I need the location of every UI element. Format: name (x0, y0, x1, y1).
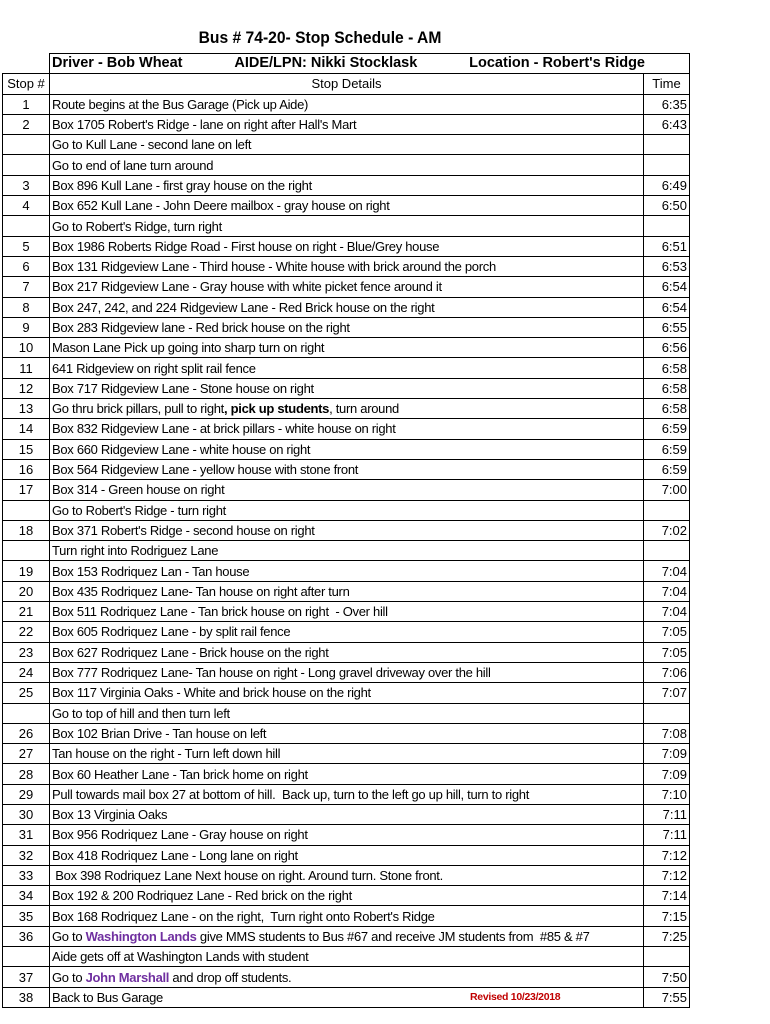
stop-time-cell: 6:59 (644, 459, 690, 479)
stop-number-cell (3, 155, 50, 175)
stop-number-cell: 29 (3, 784, 50, 804)
table-row (3, 135, 690, 155)
stop-time-cell: 6:58 (644, 399, 690, 419)
stop-time-cell: 7:55 (644, 987, 690, 1007)
table-row (3, 602, 690, 622)
table-row (3, 338, 690, 358)
table-row (3, 399, 690, 419)
stop-time-cell (644, 216, 690, 236)
stop-time-cell: 6:49 (644, 175, 690, 195)
stop-details-text: Box 153 Rodriquez Lan - Tan house (52, 563, 250, 579)
stop-time-cell (644, 155, 690, 175)
stop-details-cell (50, 804, 644, 824)
stop-time-cell: 7:08 (644, 723, 690, 743)
stop-details-text: Box 283 Ridgeview lane - Red brick house on the right (52, 320, 350, 335)
stop-details-cell (50, 317, 644, 337)
table-row (3, 906, 690, 926)
stop-time-cell: 7:05 (644, 622, 690, 642)
table-row (3, 581, 690, 601)
table-row (3, 987, 690, 1007)
location-label: Location - Robert's Ridge (469, 55, 645, 72)
stop-details-text: give MMS students to Bus #67 and receive JM students from #85 & #7 (196, 928, 590, 944)
stop-time-cell (644, 135, 690, 155)
stop-number-cell: 5 (3, 236, 50, 256)
stop-details-text: Go to Robert's Ridge, turn right (52, 218, 222, 234)
stop-details-text: Go thru brick pillars, pull to right (52, 401, 224, 417)
table-row (3, 764, 690, 784)
stop-details-cell (50, 216, 644, 236)
stop-number-cell (3, 135, 50, 155)
stop-time-cell: 7:07 (644, 683, 690, 703)
stop-number-cell: 28 (3, 764, 50, 784)
stop-number-cell: 1 (3, 94, 50, 114)
stop-details-cell (50, 947, 644, 967)
stop-number-cell: 14 (3, 419, 50, 439)
stop-details-text: Go to (52, 969, 86, 985)
stop-details-text: Box 13 Virginia Oaks (52, 807, 168, 823)
stop-details-cell (50, 175, 644, 195)
table-row (3, 256, 690, 276)
stop-details-text: Go to top of hill and then turn left (52, 705, 230, 721)
stop-number-cell: 18 (3, 520, 50, 540)
stop-time-cell: 7:02 (644, 520, 690, 540)
stop-time-cell: 7:50 (644, 967, 690, 987)
stop-details-cell (50, 744, 644, 764)
stop-details-text: Go to Kull Lane - second lane on left (52, 137, 252, 153)
stop-details-cell (50, 399, 644, 419)
stop-details-text: 641 Ridgeview on right split rail fence (52, 360, 256, 376)
stop-details-text: Box 956 Rodriquez Lane - Gray house on right (52, 827, 308, 843)
table-row (3, 94, 690, 114)
stop-number-cell: 17 (3, 480, 50, 500)
stop-number-cell: 15 (3, 439, 50, 459)
stop-details-cell (50, 581, 644, 601)
stop-details-text: Route begins at the Bus Garage (Pick up Aide) (52, 96, 309, 112)
stop-details-emphasis: , pick up students (224, 401, 330, 417)
stop-time-cell: 6:59 (644, 419, 690, 439)
stop-number-cell: 6 (3, 256, 50, 276)
stop-details-text: Box 1986 Roberts Ridge Road - First house on right - Blue/Grey house (52, 238, 440, 254)
stop-details-text: Box 168 Rodriquez Lane - on the right, Turn right onto Robert's Ridge (52, 908, 435, 924)
stop-details-text: Go to end of lane turn around (52, 157, 214, 173)
table-row (3, 439, 690, 459)
stop-time-cell: 7:06 (644, 662, 690, 682)
table-row (3, 926, 690, 946)
stop-time-cell: 6:54 (644, 277, 690, 297)
stop-details-cell (50, 865, 644, 885)
stop-details-text: Box 777 Rodriquez Lane- Tan house on right - Long gravel driveway over the hill (52, 665, 491, 681)
table-row (3, 216, 690, 236)
stop-details-cell (50, 784, 644, 804)
table-row (3, 886, 690, 906)
stop-details-cell (50, 764, 644, 784)
stop-details-cell (50, 459, 644, 479)
table-row (3, 703, 690, 723)
stop-number-cell: 32 (3, 845, 50, 865)
stop-details-text: Box 435 Rodriquez Lane- Tan house on right after turn (52, 583, 350, 599)
driver-label: Driver - Bob Wheat (52, 55, 183, 72)
table-row (3, 114, 690, 134)
table-row (3, 825, 690, 845)
stop-details-text: Box 896 Kull Lane - first gray house on the right (52, 177, 312, 193)
stop-details-cell (50, 886, 644, 906)
stop-details-cell (50, 236, 644, 256)
stop-number-cell: 33 (3, 865, 50, 885)
stop-number-cell: 13 (3, 399, 50, 419)
stop-number-cell: 21 (3, 602, 50, 622)
stop-time-cell (644, 500, 690, 520)
table-row (3, 662, 690, 682)
stop-number-cell: 38 (3, 987, 50, 1007)
stop-details-cell (50, 439, 644, 459)
stop-details-cell (50, 987, 644, 1007)
stop-number-cell (3, 703, 50, 723)
stop-time-cell: 6:43 (644, 114, 690, 134)
table-row (3, 480, 690, 500)
stop-time-cell: 7:11 (644, 825, 690, 845)
stop-details-cell (50, 94, 644, 114)
stop-details-text: Box 652 Kull Lane - John Deere mailbox - gray house on right (52, 198, 390, 214)
column-header-row (3, 74, 690, 94)
stop-details-cell (50, 845, 644, 865)
stop-number-cell: 3 (3, 175, 50, 195)
stop-details-cell (50, 358, 644, 378)
stop-details-text: Box 605 Rodriquez Lane - by split rail fence (52, 624, 291, 640)
stop-details-text: Box 60 Heather Lane - Tan brick home on right (52, 766, 308, 782)
stop-number-cell: 16 (3, 459, 50, 479)
stop-time-cell: 7:14 (644, 886, 690, 906)
aide-label: AIDE/LPN: Nikki Stocklask (234, 55, 418, 72)
table-row (3, 297, 690, 317)
table-row (3, 744, 690, 764)
stop-details-text: Box 564 Ridgeview Lane - yellow house with stone front (52, 462, 359, 478)
header-row (3, 54, 690, 74)
stop-details-cell (50, 703, 644, 723)
stop-number-cell: 30 (3, 804, 50, 824)
stop-time-cell: 7:09 (644, 744, 690, 764)
header-info-cell (50, 54, 690, 74)
table-row (3, 622, 690, 642)
table-row (3, 419, 690, 439)
stop-details-cell (50, 541, 644, 561)
stop-time-cell: 7:12 (644, 845, 690, 865)
table-row (3, 967, 690, 987)
table-row (3, 784, 690, 804)
stop-time-cell: 7:09 (644, 764, 690, 784)
stop-details-cell (50, 256, 644, 276)
header-blank-cell (3, 54, 50, 74)
stop-details-text: Go to Robert's Ridge - turn right (52, 502, 226, 518)
stop-number-cell: 35 (3, 906, 50, 926)
stop-time-cell: 6:35 (644, 94, 690, 114)
table-row (3, 683, 690, 703)
stop-number-cell: 7 (3, 277, 50, 297)
column-header-time: Time (644, 74, 690, 94)
table-row (3, 175, 690, 195)
stop-details-cell (50, 480, 644, 500)
stop-schedule-table (2, 53, 690, 1008)
stop-number-cell (3, 947, 50, 967)
stop-number-cell: 12 (3, 378, 50, 398)
table-row (3, 541, 690, 561)
stop-time-cell: 6:56 (644, 338, 690, 358)
stop-time-cell: 6:58 (644, 378, 690, 398)
school-name-highlight: Washington Lands (85, 928, 197, 944)
stop-details-cell (50, 723, 644, 743)
stop-number-cell: 25 (3, 683, 50, 703)
stop-time-cell (644, 947, 690, 967)
stop-time-cell: 7:04 (644, 561, 690, 581)
table-row (3, 500, 690, 520)
stop-details-cell (50, 500, 644, 520)
stop-details-cell (50, 683, 644, 703)
stop-time-cell: 7:12 (644, 865, 690, 885)
column-header-details: Stop Details (50, 74, 644, 94)
stop-details-cell (50, 825, 644, 845)
stop-number-cell (3, 216, 50, 236)
table-row (3, 947, 690, 967)
page-title: Bus # 74-20- Stop Schedule - AM (198, 28, 442, 47)
stop-number-cell: 24 (3, 662, 50, 682)
stop-details-text: Box 511 Rodriquez Lane - Tan brick house on right - Over hill (52, 604, 388, 620)
table-row (3, 561, 690, 581)
table-row (3, 520, 690, 540)
table-row (3, 196, 690, 216)
stop-details-cell (50, 155, 644, 175)
stop-details-text: Aide gets off at Washington Lands with student (52, 949, 309, 965)
stop-details-cell (50, 926, 644, 946)
stop-details-text: Box 627 Rodriquez Lane - Brick house on the right (52, 644, 329, 660)
stop-number-cell: 2 (3, 114, 50, 134)
stop-details-text: Mason Lane Pick up going into sharp turn on right (52, 340, 325, 356)
stop-details-cell (50, 561, 644, 581)
stop-details-cell (50, 378, 644, 398)
stop-details-text: Box 1705 Robert's Ridge - lane on right after Hall's Mart (52, 117, 357, 133)
table-row (3, 378, 690, 398)
stop-number-cell: 26 (3, 723, 50, 743)
stop-details-text: Pull towards mail box 27 at bottom of hill. Back up, turn to the left go up hill, turn to right (52, 786, 530, 802)
stop-number-cell: 31 (3, 825, 50, 845)
stop-details-text: Box 371 Robert's Ridge - second house on right (52, 522, 315, 538)
stop-details-text: , turn around (329, 401, 399, 417)
stop-number-cell: 22 (3, 622, 50, 642)
table-row (3, 236, 690, 256)
table-row (3, 804, 690, 824)
stop-number-cell: 37 (3, 967, 50, 987)
stop-number-cell: 4 (3, 196, 50, 216)
stop-details-cell (50, 662, 644, 682)
stop-time-cell: 6:54 (644, 297, 690, 317)
stop-time-cell: 7:00 (644, 480, 690, 500)
stop-number-cell: 9 (3, 317, 50, 337)
stop-time-cell (644, 541, 690, 561)
stop-details-text: Box 117 Virginia Oaks - White and brick house on the right (52, 685, 371, 701)
table-row (3, 155, 690, 175)
stop-details-cell (50, 297, 644, 317)
stop-details-text: and drop off students. (169, 969, 292, 985)
stop-details-cell (50, 520, 644, 540)
table-row (3, 317, 690, 337)
stop-details-text: Box 660 Ridgeview Lane - white house on right (52, 441, 311, 457)
stop-details-cell (50, 419, 644, 439)
stop-details-cell (50, 967, 644, 987)
stop-number-cell: 10 (3, 338, 50, 358)
revised-date-note: Revised 10/23/2018 (470, 990, 561, 1003)
stop-number-cell: 8 (3, 297, 50, 317)
column-header-stop: Stop # (3, 74, 50, 94)
stop-time-cell: 6:50 (644, 196, 690, 216)
stop-number-cell: 11 (3, 358, 50, 378)
table-row (3, 277, 690, 297)
stop-time-cell (644, 703, 690, 723)
stop-time-cell: 6:55 (644, 317, 690, 337)
stop-number-cell: 23 (3, 642, 50, 662)
stop-details-cell (50, 277, 644, 297)
stop-details-text: Box 217 Ridgeview Lane - Gray house with white picket fence around it (52, 279, 442, 295)
stop-details-cell (50, 602, 644, 622)
stop-details-cell (50, 338, 644, 358)
table-row (3, 642, 690, 662)
table-row (3, 723, 690, 743)
stop-number-cell: 20 (3, 581, 50, 601)
stop-time-cell: 7:05 (644, 642, 690, 662)
stop-time-cell: 7:15 (644, 906, 690, 926)
stop-details-text: Box 832 Ridgeview Lane - at brick pillars - white house on right (52, 421, 396, 437)
stop-number-cell: 36 (3, 926, 50, 946)
stop-time-cell: 6:51 (644, 236, 690, 256)
stop-details-text: Box 418 Rodriquez Lane - Long lane on right (52, 847, 298, 863)
stop-time-cell: 7:04 (644, 602, 690, 622)
table-row (3, 845, 690, 865)
stop-details-text: Box 398 Rodriquez Lane Next house on right. Around turn. Stone front. (52, 868, 443, 884)
stop-details-cell (50, 114, 644, 134)
stop-details-text: Back to Bus Garage (52, 989, 163, 1005)
stop-details-text: Turn right into Rodriguez Lane (52, 543, 219, 559)
stop-time-cell: 7:10 (644, 784, 690, 804)
stop-number-cell: 19 (3, 561, 50, 581)
stop-time-cell: 6:58 (644, 358, 690, 378)
stop-details-cell (50, 135, 644, 155)
table-row (3, 459, 690, 479)
stop-details-text: Box 717 Ridgeview Lane - Stone house on right (52, 380, 314, 396)
stop-details-text: Box 247, 242, and 224 Ridgeview Lane - Red Brick house on the right (52, 299, 435, 315)
school-name-highlight: John Marshall (85, 969, 170, 985)
stop-details-text: Go to (52, 928, 86, 944)
stop-details-cell (50, 642, 644, 662)
stop-number-cell: 27 (3, 744, 50, 764)
stop-time-cell: 7:25 (644, 926, 690, 946)
stop-details-text: Box 192 & 200 Rodriquez Lane - Red brick on the right (52, 888, 352, 904)
table-row (3, 865, 690, 885)
stop-details-text: Box 131 Ridgeview Lane - Third house - White house with brick around the porch (52, 259, 496, 275)
stop-number-cell (3, 541, 50, 561)
stop-details-cell (50, 906, 644, 926)
stop-number-cell (3, 500, 50, 520)
stop-time-cell: 6:59 (644, 439, 690, 459)
table-row (3, 358, 690, 378)
stop-time-cell: 6:53 (644, 256, 690, 276)
stop-details-text: Box 314 - Green house on right (52, 482, 225, 498)
stop-details-cell (50, 196, 644, 216)
stop-number-cell: 34 (3, 886, 50, 906)
stop-time-cell: 7:04 (644, 581, 690, 601)
stop-details-text: Box 102 Brian Drive - Tan house on left (52, 725, 267, 741)
stop-details-text: Tan house on the right - Turn left down hill (52, 746, 281, 762)
stop-time-cell: 7:11 (644, 804, 690, 824)
stop-details-cell (50, 622, 644, 642)
